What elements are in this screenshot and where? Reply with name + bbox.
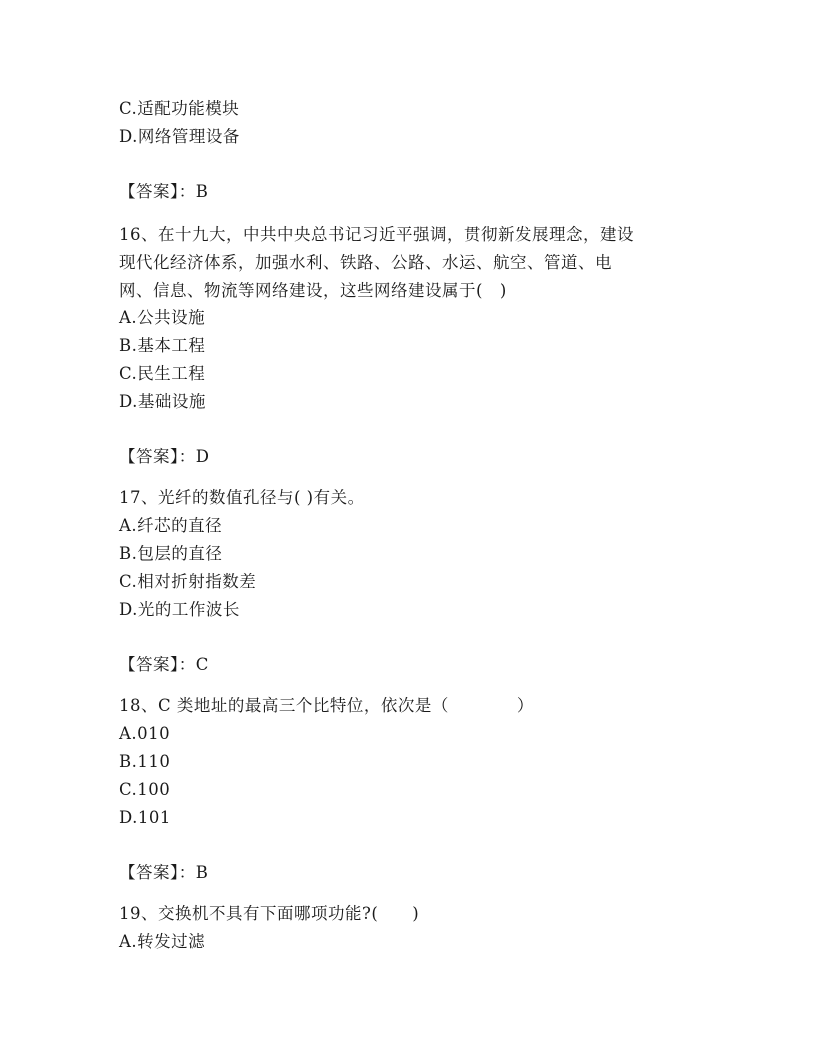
question-stem-line: 现代化经济体系，加强水利、铁路、公路、水运、航空、管道、电 xyxy=(119,253,612,272)
option-line: D.光的工作波长 xyxy=(119,600,240,619)
option-line: A.转发过滤 xyxy=(119,932,206,951)
option-line: B.110 xyxy=(119,752,171,771)
option-line: C.100 xyxy=(119,780,171,799)
option-line: C.适配功能模块 xyxy=(119,99,240,118)
question-stem-line: 网、信息、物流等网络建设，这些网络建设属于( ) xyxy=(119,281,507,300)
answer-line: 【答案】：B xyxy=(119,182,209,201)
option-line: D.网络管理设备 xyxy=(119,127,240,146)
answer-line: 【答案】：D xyxy=(119,447,210,466)
question-stem-line: 17、光纤的数值孔径与( )有关。 xyxy=(119,488,365,507)
answer-line: 【答案】：C xyxy=(119,655,209,674)
option-line: C.相对折射指数差 xyxy=(119,572,257,591)
question-stem-line: 19、交换机不具有下面哪项功能?( ) xyxy=(119,904,420,923)
option-line: D.101 xyxy=(119,808,171,827)
option-line: B.基本工程 xyxy=(119,336,206,355)
answer-line: 【答案】：B xyxy=(119,863,209,882)
option-line: C.民生工程 xyxy=(119,364,206,383)
option-line: D.基础设施 xyxy=(119,392,206,411)
option-line: A.公共设施 xyxy=(119,308,206,327)
question-stem-line: 16、在十九大，中共中央总书记习近平强调，贯彻新发展理念，建设 xyxy=(119,225,634,244)
option-line: A.010 xyxy=(119,724,171,743)
option-line: A.纤芯的直径 xyxy=(119,516,223,535)
question-stem-line: 18、C 类地址的最高三个比特位，依次是（ ） xyxy=(119,696,534,715)
option-line: B.包层的直径 xyxy=(119,544,223,563)
